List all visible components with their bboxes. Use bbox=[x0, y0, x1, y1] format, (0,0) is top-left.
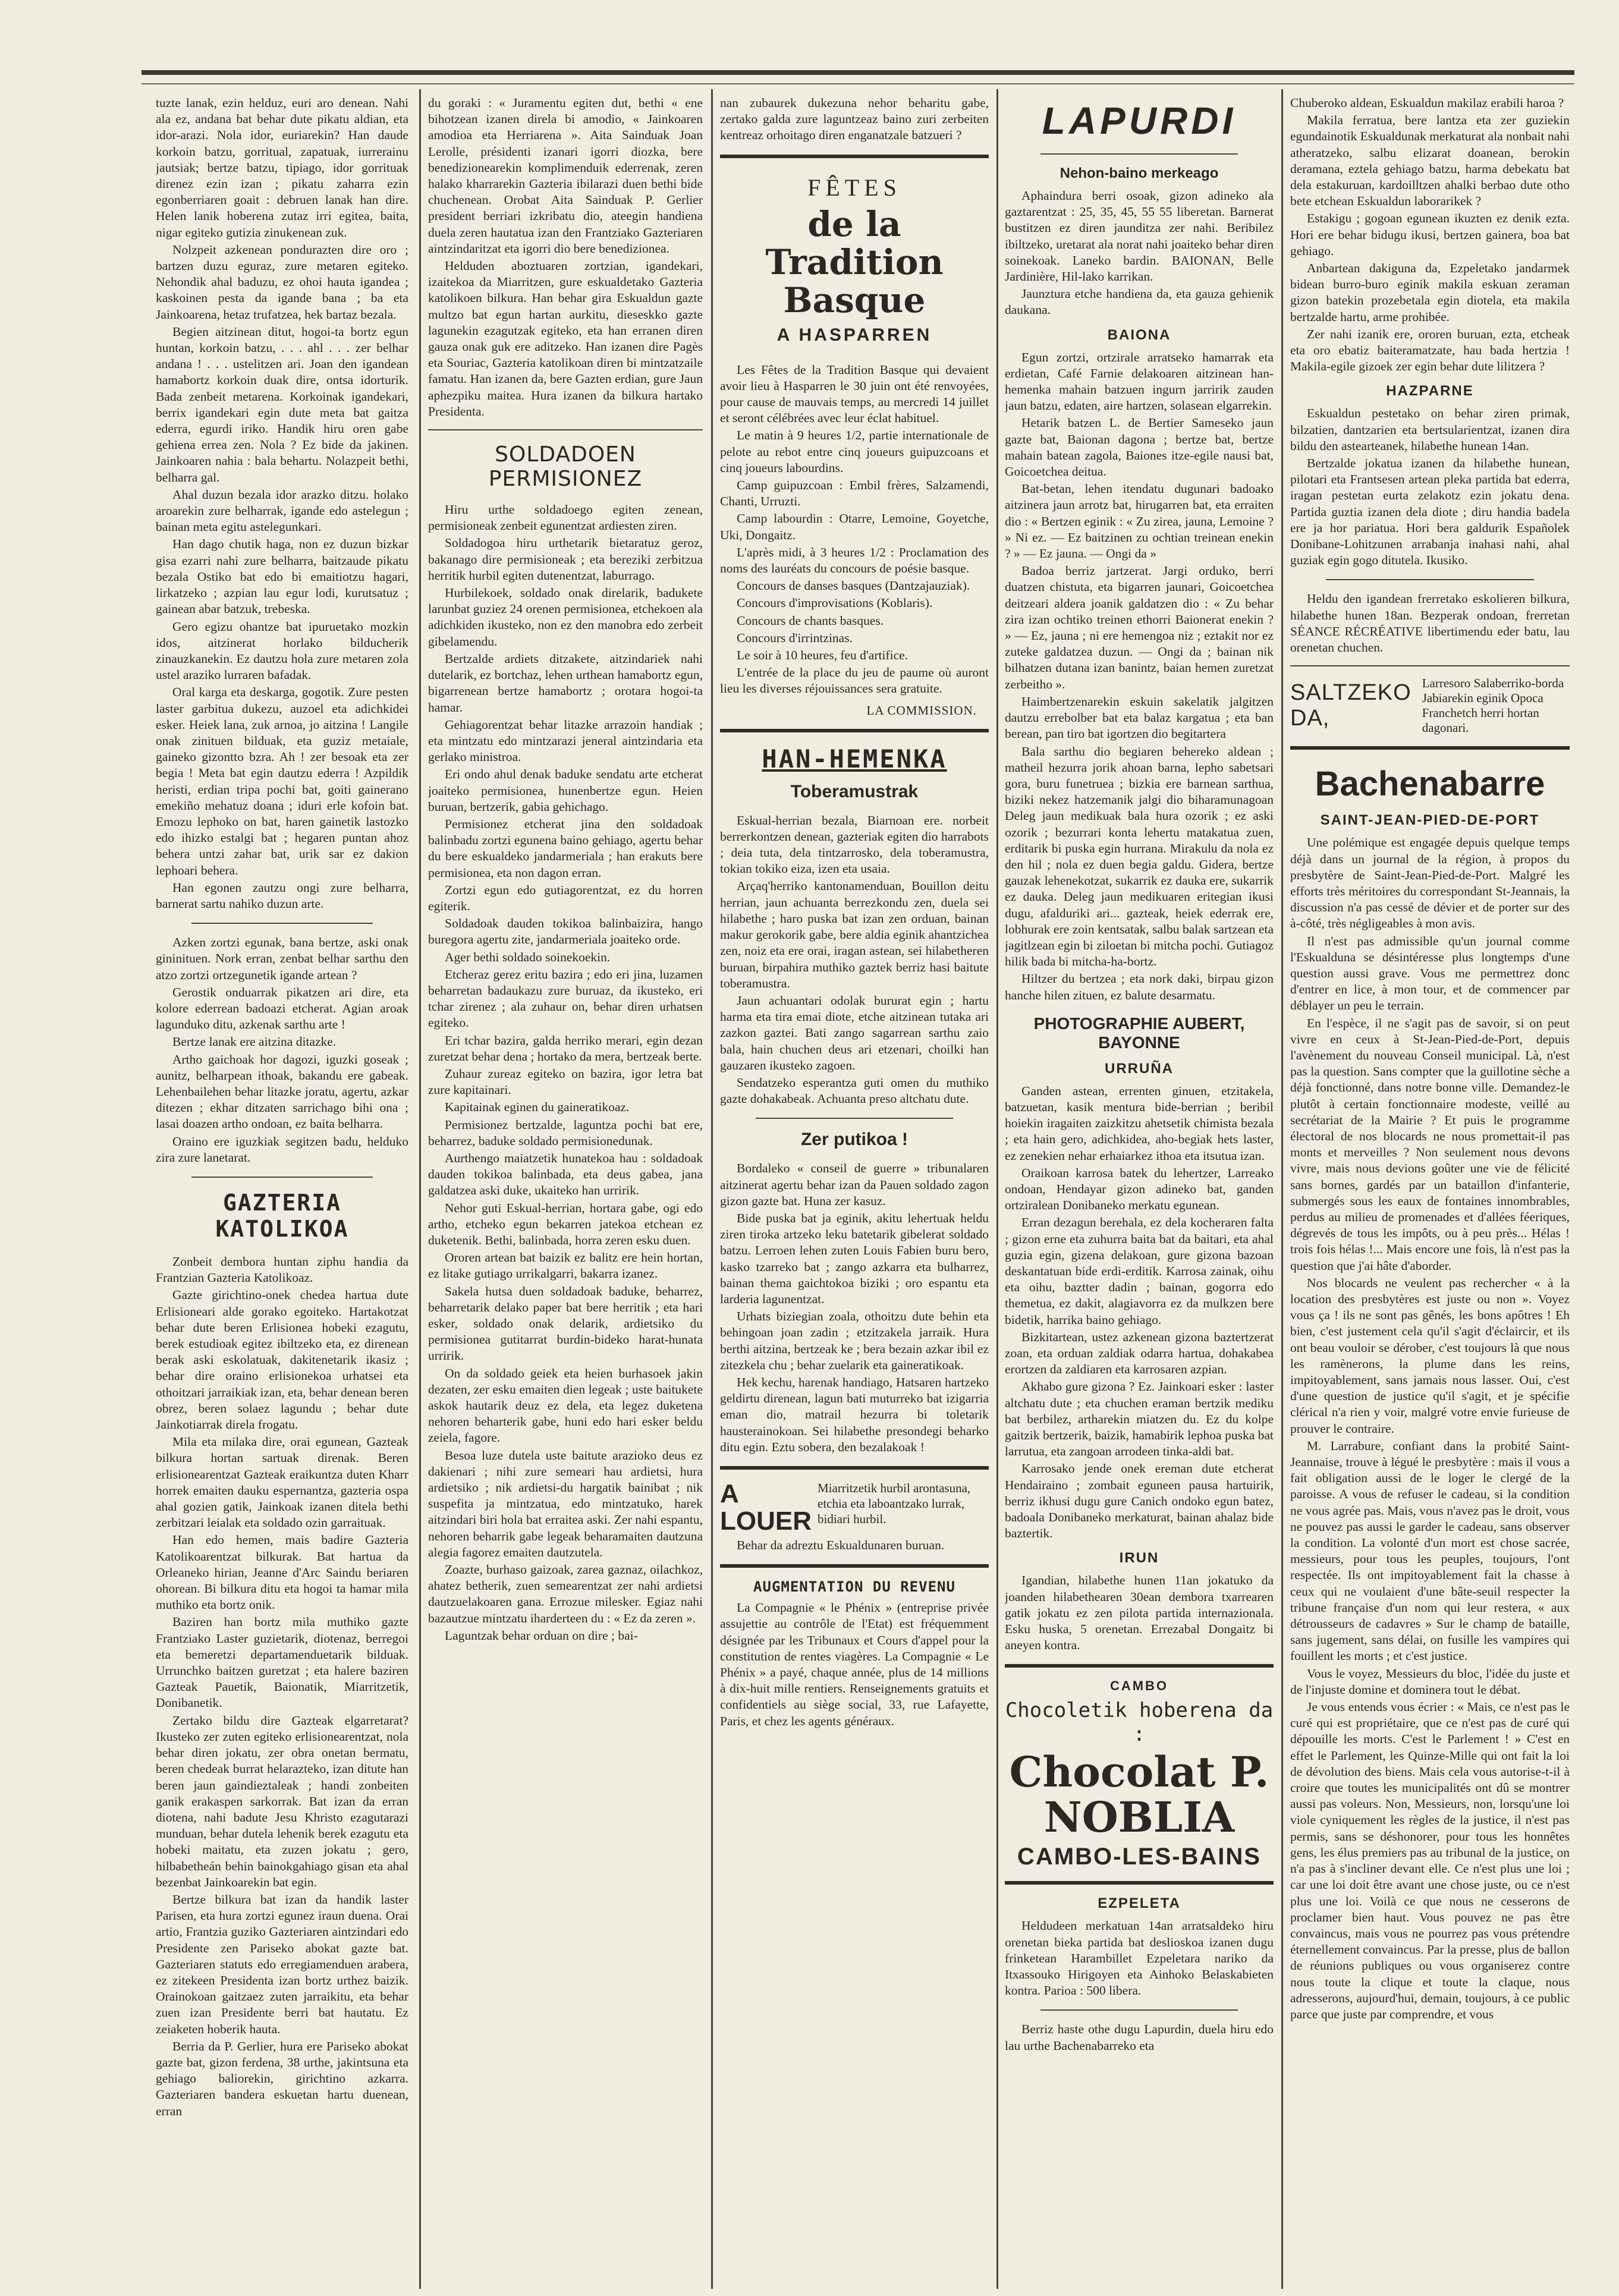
a-louer-heading: A LOUER bbox=[720, 1479, 812, 1536]
saltzeko-text: Larresoro Salaberriko-borda Jabiarekin eginik Opoca Franchetch herri hortan dagonari. bbox=[1422, 676, 1564, 735]
col3-paragraph: Concours de chants basques. bbox=[737, 613, 884, 628]
col4-paragraph: Badoa berriz jartzerat. Jargi orduko, berri duatzen chistuta, eta bigarren jaunari, Goicoetchea deitzeari aldera joanik galdatzen dio : « Zu behar zira izan ochtiko treinen ethorri Baionerat enekin ? » — Ez, jauna ; ni ere hemengoa niz ; eztakit nor ez zuteke galdatzea duzun. — Ongi da ; bainan nik bilhatzen dutana izan banintz, baian hemen zuretzat zerbeitho ». bbox=[1005, 564, 1274, 691]
section-divider bbox=[191, 923, 373, 924]
col1-paragraph: Gerostik onduarrak pikatzen ari dire, eta kolore ederrean badoazi etcherat. Agian aroak lagunduko ditu, azkenak sarthu arte ! bbox=[156, 985, 408, 1032]
col5-paragraph: Zer nahi izanik ere, ororen buruan, ezta, etcheak eta oro ebatiz baiteramatzate, hau bada hertzia ! Makila-egile gizoek zer egin behar dute lilitzera ? bbox=[1290, 326, 1570, 374]
col4-paragraph: Akhabo gure gizona ? Ez. Jainkoari esker : laster altchatu dute ; eta chuchen eraman bertzik mediku bat berbilez, artharekin miatzen du. Ez du kolpe gaitzik bertzerik, baizik, hamabirik lephoa puska bat larrutua, eta zangoan arrodeen tinka-aldi bat. bbox=[1005, 1379, 1274, 1459]
top-rule-thin bbox=[142, 83, 1574, 84]
col2-paragraph: Hurbilekoek, soldado onak direlarik, badukete larunbat guziez 24 orenen permisionea, etchekoen ala adichkiden ikusteko, non ez den manobra edo zerbeit gibelamendu. bbox=[428, 586, 703, 649]
fetes-signature: LA COMMISSION. bbox=[866, 703, 977, 718]
gazteria-katolikoa-heading: GAZTERIA KATOLIKOA bbox=[215, 1190, 349, 1242]
col4-paragraph: Igandian, hilabethe hunen 11an jokatuko da joanden hilabethearen 30ean dembora txarrearen gatik jokatu ez zen pilota partida internazionala. Esku huska, 5 orenetan. Errezabal Dongaitz bi aneyen kontra. bbox=[1005, 1573, 1274, 1653]
col4-paragraph: Jaunztura etche handiena da, eta gauza gehienik daukana. bbox=[1005, 287, 1274, 317]
col5-paragraph: Makila ferratua, bere lantza eta zer guziekin egundainotik Eskualdunak merkaturat ala nonbait nahi atheratzeko, salbu elizarat doanean, berokin deramana, eztela gehiago batzu, harma debekatu bat dela estakuruan, kardoilltzen ahalki berbao dute otho bete etchean Eskualdun laborarikek ? bbox=[1290, 113, 1570, 209]
section-divider bbox=[191, 1177, 373, 1178]
col1-paragraph: Zertako bildu dire Gazteak elgarretarat? Ikusteko zer zuten egiteko erlisionearentzat, nola behar diren jokatu, zer obra onetan bermatu, beren chedeak burrat helarazteko, izan ditute han beren jaun gaindieztaleak ; handi zonbeiten ganik erakaspen sarkorrak. Bat izan da erran diotena, nahi badute Jesu Khristo ezagutarazi munduan, behar dutela lehenik berek ezagutu eta hobeki maitatu, eta zuzen jokatu ; gero, hilbabetheán behin bainokgahiago gisan eta ahal bezenbat Jainkoarekin bat egin. bbox=[156, 1713, 408, 1889]
col2-paragraph: On da soldado geiek eta heien burhasoek jakin dezaten, zer esku emaiten dien legeak ; uste baitukete askok hautarik deuz ez dela, eta legez duketena nehoren beharterik gabe, huni edo hari esker beldu zeiela, fagore. bbox=[428, 1366, 703, 1445]
col4-paragraph: Bizkitartean, ustez azkenean gizona baztertzerat zoan, eta orduan zaldiak odarra hartua, dohakabea erortzen da zaldiaren eta karrosaren azpian. bbox=[1005, 1329, 1274, 1377]
a-louer-ad bbox=[720, 1480, 989, 1535]
col3-paragraph: Bordaleko « conseil de guerre » tribunalaren aitzinerat agertu behar izan da Pauen soldado zagon gizon gazte bat. Huna zer kasuz. bbox=[720, 1161, 989, 1208]
col2-paragraph: Eri ondo ahul denak baduke sendatu arte etcherat joaiteko permisionea, hunenbertze egun. Heien buruan, bertzerik, gabia gehichago. bbox=[428, 767, 703, 814]
photographie-aubert-ad: PHOTOGRAPHIE AUBERT, BAYONNE bbox=[1033, 1014, 1245, 1052]
soldadoen-permisionez-heading: SOLDADOEN PERMISIONEZ bbox=[488, 442, 643, 492]
col2-paragraph: Permisionez etcherat jina den soldadoak balinbadu zortzi egunena baino gehiago, agertu behar du bere eskualdeko jandarmeriala ; han erakuts bere permisionea, eta non dagon erran. bbox=[428, 816, 703, 880]
col2-paragraph: Ager bethi soldado soinekoekin. bbox=[445, 949, 611, 964]
col4-paragraph: Berriz haste othe dugu Lapurdin, duela hiru edo lau urthe Bachenabarreko eta bbox=[1005, 2022, 1274, 2053]
saint-jean-pied-de-port-heading: SAINT-JEAN-PIED-DE-PORT bbox=[1320, 812, 1540, 829]
column-2 bbox=[428, 95, 703, 2289]
merkeago-heading: Nehon-baino merkeago bbox=[1060, 165, 1219, 181]
column-divider bbox=[1281, 89, 1283, 2289]
col2-paragraph: Kapitainak eginen du gaineratikoaz. bbox=[445, 1100, 630, 1115]
col3-paragraph: Hek kechu, harenak handiago, Hatsaren hartzeko geldirtu direnean, lagun bati muturreko bat izigarria eman dio, matrail hezurra bi toletarik hausterainokoan. Sei hilabethe presondegi beharko ditu egin. Eztu sobera, den bezalakoak ! bbox=[720, 1375, 989, 1454]
col3-paragraph: Arçaq'herriko kantonamenduan, Bouillon deitu herrian, jaun achuanta berrezkondu zen, duela sei hilabethe ; haro puska bat izan zen orduan, bainan makur gerokorik gabe, bere aldia eginik ahantzichea zen, noiz eta ere orai, iragan astean, sei hilabetheren buruan, birpahira muthiko gaztek berriz hasi baitute toberamustra. bbox=[720, 879, 989, 990]
col1-paragraph: Mila eta milaka dire, orai egunean, Gazteak bilkura hortan sartuak direnak. Beren erlisionearentzat Gazteak eraikuntza duten Kharr horrek emaiten dauku espernantza, gazteria ospa ahal gozien gatik, Jainkoak izanen ditela bethi zerbitzari leialak eta soldado ozin garraituak. bbox=[156, 1435, 408, 1530]
fetes-heading: FÊTES bbox=[807, 174, 901, 201]
column-4 bbox=[1005, 95, 1274, 2289]
col2-paragraph: Besoa luze dutela uste baitute arazioko deus ez dakienari ; nihi zure semeari hau ardietsi, hura ardietsiko ; nik ardietsi-du hargatik bainibat ; nik suspefita ja mintzatua, edo mintzatuko, harek aitzindari biri hola bat erraitea aski. Zer nahi espantu, nehoren beharrik gabe legeak beharamaiten dautzuna alegia fagorez emaiten dautzutela. bbox=[428, 1448, 703, 1559]
col1-paragraph: Bertze lanak ere aitzina ditazke. bbox=[172, 1034, 337, 1049]
section-divider bbox=[428, 429, 703, 430]
phenix-ad-text: La Compagnie « le Phénix » (entreprise privée assujettie au contrôle de l'Etat) est fréquemment désignée par les Tribunaux et Cours d'appel pour la constitution de rentes viagères. La Compagnie « Le Phénix » a payé, chaque année, plus de 14 millions à dix-huit mille rentiers. Renseignements gratuits et confidentiels au siège social, 33, rue Lafayette, Paris, et chez les agents généraux. bbox=[720, 1600, 989, 1728]
col1-paragraph: Berria da P. Gerlier, hura ere Pariseko abokat gazte bat, gizon ferdena, 38 urthe, jakintsuna eta gehiago baliorekin, girichtino azkarra. Gazteriaren bandera eskuetan hartu duenean, erran bbox=[156, 2039, 408, 2118]
col1-paragraph: Oral karga eta deskarga, gogotik. Zure pesten laster garbitua dukezu, auzoel eta adichkidei esker. Heiek lana, zuk arnoa, jo aitzina ! Langile onak zinituen bilduak, eta guziz metaiale, gaineko gizontto bzra. Ah ! zer besoak eta zer begia ! Meta bat egin dautzu ederra ! Azpildik heristi, erdian tripa pochi bat, goiti gainerano emekiño mehatuz doana ; iduri erle kofoin bat. Emozu lephoko on bat, haren gainetik lastozko edo ihizko estalgi bat ; hegaren puntan ahoz behera untzi zahar bat, urik sar ez dakion lephoari behera. bbox=[156, 685, 408, 877]
col2-paragraph: Zuhaur zureaz egiteko on bazira, igor letra bat zure kapitainari. bbox=[428, 1066, 703, 1097]
lapurdi-heading: LAPURDI bbox=[1042, 99, 1237, 142]
col2-paragraph: Laguntzak behar orduan on dire ; bai- bbox=[445, 1628, 638, 1643]
col2-paragraph: Nehor guti Eskual-herrian, hortara gabe, ogi edo artho, etcheko egun bekarren jatekoa etchean ez duketenik. Bethi, balinbada, horra zeren esku duen. bbox=[428, 1200, 703, 1247]
col5-paragraph: Il n'est pas admissible qu'un journal comme l'Eskualduna se désintéresse plus longtemps d'une question aussi grave. Vous me permettrez donc d'entrer en lice, à mon tour, et de commencer par déblayer un peu le terrain. bbox=[1290, 933, 1570, 1013]
col3-paragraph: Camp labourdin : Otarre, Lemoine, Goyetche, Uki, Dongaitz. bbox=[720, 511, 989, 542]
column-1 bbox=[156, 95, 408, 2289]
hazparne-heading: HAZPARNE bbox=[1386, 383, 1474, 400]
col1-paragraph: tuzte lanak, ezin helduz, euri aro denean. Nahi ala ez, andana bat behar dute pikatu aldian, eta idor-arazi. Nola idor, euriarekin? Han daude korkoin batzu, gorritual, zapatuak, iurrerainu jautsiak; bertze batzu, tipiago, idor gorrituak direnez ezin izan ; pikatu zaharra ezin egonberriaren goait : debruen lanak han dire. Helen lanik hoberena zutaz irri egitea, baita, nigar egiteko gutizia zinukenean zuk. bbox=[156, 96, 408, 240]
col2-paragraph: Bertzalde ardiets ditzakete, aitzindariek nahi dutelarik, ez bortchaz, lehen urthean hamabortz egun, bigarrenean bertze hamabortz ; orotara hogoi-ta hamar. bbox=[428, 651, 703, 715]
ezpeleta-heading: EZPELETA bbox=[1098, 1895, 1181, 1912]
col3-paragraph: Sendatzeko esperantza guti omen du muthiko gazte dohakabeak. Achuanta preso altchatu dute. bbox=[720, 1075, 989, 1106]
col1-paragraph: Begien aitzinean ditut, hogoi-ta bortz egun huntan, korkoin batzu, . . . ahl . . . zer belhar andana ! . . . ustelitzen ari. Joan den igandean hamabortz korkoin duak dire, ontsa idorturik. Bada zenbeit metarena. Korkoinak igandekari, berrix igandekari egin dute meta bat gaitza ederra, egurdi iriko. Handik hiru oren gabe gehiena errea zen. Nola ? Ez bide da jakinen. Jainkoaren nahia : bala behartu. Nolazpeit bethi, belharra gal. bbox=[156, 324, 408, 485]
section-divider bbox=[720, 1564, 989, 1568]
section-divider bbox=[1290, 665, 1570, 666]
col4-paragraph: Haimbertzenarekin eskuin sakelatik jalgitzen dautzu errebolber bat eta balaz kargatua ; eta ban berean, pan tiro bat igortzen dio begitartera bbox=[1005, 694, 1274, 741]
section-divider bbox=[1040, 153, 1238, 155]
col4-paragraph: Ganden astean, errenten ginuen, etzitakela, batzuetan, kasik mentura bide-berrian ; beribil hoiekin iragaiten zaizkitzu ahetsetik chimista bezala ; eta hain gero, adichkidea, aho-begiak hets laster, ez zenekien nehar erhaiarkez ithoa eta itsutua izan. bbox=[1005, 1083, 1274, 1163]
column-divider bbox=[711, 89, 713, 2289]
cambo-label: CAMBO bbox=[1109, 1678, 1169, 1694]
baiona-heading: BAIONA bbox=[1107, 326, 1171, 343]
col3-paragraph: Le soir à 10 heures, feu d'artifice. bbox=[737, 648, 908, 663]
col2-paragraph: Eri tchar bazira, galda herriko merari, egin dezan zuretzat behar dena ; hortako da mera, bertzeak berte. bbox=[428, 1033, 703, 1064]
col1-paragraph: Baziren han bortz mila muthiko gazte Frantziako Laster guzietarik, diotenaz, berregoi eta bemeretzi departamenduetarik bilduak. Urrunchko baitzen guretzat ; eta halere baziren Gazteak Pauetik, Baionatik, Miarritzetik, Donibanetik. bbox=[156, 1615, 408, 1710]
col2-paragraph: Permisionez bertzalde, laguntza pochi bat ere, beharrez, baduke soldado permisionedunak. bbox=[428, 1117, 703, 1148]
col3-paragraph: Le matin à 9 heures 1/2, partie internationale de pelote au rebot entre cinq joueurs guipuzcoans et cinq joueurs labourdins. bbox=[720, 428, 989, 475]
fetes-subheading: de la Tradition Basque bbox=[765, 203, 944, 320]
col5-paragraph: Vous le voyez, Messieurs du bloc, l'idée du juste et de l'injuste domine et dominera tout le débat. bbox=[1290, 1666, 1570, 1697]
zer-putikoa-heading: Zer putikoa ! bbox=[800, 1130, 908, 1150]
saltzeko-ad bbox=[1290, 676, 1570, 735]
toberamustrak-heading: Toberamustrak bbox=[790, 781, 919, 801]
column-5 bbox=[1290, 95, 1570, 2289]
col5-paragraph: Eskualdun pestetako on behar ziren primak, bilzatien, dantzarien eta bertsularientzat, izanen dira bildu den astearteanek, hilabethe hunean 14an. bbox=[1290, 406, 1570, 453]
section-divider bbox=[756, 1118, 953, 1119]
col4-paragraph: Heldudeen merkatuan 14an arratsaldeko hiru orenetan bieka partida bat deslioskoa izanen dugu frinketean Harambillet Ezpeletara nariko da Itxassouko Hirigoyen eta Ainhoko Belaskabieten kontra. Parioa : 500 libera. bbox=[1005, 1918, 1274, 1998]
col2-paragraph: Sakela hutsa duen soldadoak baduke, beharrez, beharretarik delako paper bat bere herritik ; eta hari esker, soldado onak delarik, ardietsiko du permisionea gutitarrat burdin-bideko harat-hunata urririk. bbox=[428, 1284, 703, 1363]
col5-paragraph: Bertzalde jokatua izanen da hilabethe hunean, pilotari eta Frantsesen artean plekа partida bat ederra, iragan pestetan eurta zelakotz ezin jokatu dena. Partida guztia izanen dela diote ; diru handia badela ere ja hor pariatua. Hori bera galdurik Españolek Donibane-Lohitzunen arrabanja inahasi nahi, ahal guziak egin gogo ditutela. Ikusiko. bbox=[1290, 456, 1570, 568]
col2-paragraph: Zortzi egun edo gutiagorentzat, ez du horren egiterik. bbox=[428, 882, 703, 913]
col5-paragraph: En l'espèce, il ne s'agit pas de savoir, si on peut vivre en ceux à St-Jean-Pied-de-Port, depuis l'avènement du nouveau Conseil municipal. Là, n'est pas la question. Sans compter que la guillotine sèche a déjà fonctionné, dans notre bonne ville. Demandez-le plutôt à certain fonctionnaire modeste, veillé au secrétariat de la Mairie ? Et puis le programme électoral de nos blocards ne nous promettait-il pas monts et merveilles ? Non seulement nous devons vivre, mais nous devions goûter une vie de félicité sans bornes, gardés par un bataillon d'infanterie, submergés sous les eaux de fontaines innombrables, perdus au milieu de promenades et d'allées féeriques, dégrevés de tous les impôts, ou à peu près... Hélas ! trois fois hélas !... Mais encore une fois, là n'est pas la question que j'ai hâte d'aborder. bbox=[1290, 1015, 1570, 1273]
column-divider bbox=[419, 89, 421, 2289]
bachenabarre-heading: Bachenabarre bbox=[1315, 765, 1545, 804]
col5-paragraph: Heldu den igandean frerretako eskolieren bilkura, hilabethe hunen 18an. Bezperak ondoan, frerretan SÉANCE RÉCRÉATIVE libertimendu eder batu, lau orenetan chuchen. bbox=[1290, 592, 1570, 655]
col2-paragraph: Aurthengo maiatzetik hunatekoa hau : soldadoak dauden tokikoa balinbada, eta deus gabea, jana galdatzea aski duke, ukaiteko han urririk. bbox=[428, 1150, 703, 1198]
col1-paragraph: Han edo hemen, mais badire Gazteria Katolikoarentzat bilkurak. Bat hartua da Orleaneko hirian, Jeanne d'Arc Saindu beriaren ohorean. Bi bilkura ditu eta hogoi ta hamar mila muthiko eta bortz onik. bbox=[156, 1533, 408, 1612]
column-divider bbox=[996, 89, 998, 2289]
col4-paragraph: Karrosako jende onek ereman dute etcherat Hendairaino ; zombait eguneen pausa hartuirik, berriz ikhusi dugu gure Canich ondoko egun batez, badoala Donibaneko merkaturat, bainan ahalaz bide baztertik. bbox=[1005, 1461, 1274, 1541]
section-divider bbox=[720, 1466, 989, 1470]
col4-paragraph: Egun zortzi, ortziralе arratseko hamarrak eta erdietan, Café Farnie delakoaren aitzinean han-hemenka mahain batzuen ingurn jarririk zauden jaun batzu, edaten, aire hartzen, solasean elgarrekin. bbox=[1005, 350, 1274, 413]
urruna-heading: URRUÑA bbox=[1105, 1060, 1174, 1077]
chocolat-ad-place: CAMBO-LES-BAINS bbox=[1017, 1844, 1261, 1870]
col3-paragraph: Concours de danses basques (Dantzajauziak). bbox=[737, 578, 970, 593]
fetes-location: A HASPARREN bbox=[777, 325, 932, 345]
section-divider bbox=[1005, 1881, 1274, 1885]
col2-paragraph: du goraki : « Juramentu egiten dut, bethi « ene bihotzean izanen direla bi amodio, « Jainkoaren amodioa eta Herriarena ». Aita Sainduak Joan Lerolle, présidenti izanari igorri diozka, bere benedizionearekin komplimenduik ederrenak, zeren halako kharrarekin Gazteria ibilarazi duen bethi bide chuchenean. Orobat Aita Sainduak P. Gerlier president berriari izkribatu dio, ateegin handiena duela zeren hautatua izan den Frantziako Gazteriaren aintzindaritzat eta igorri dio bere benedizionea. bbox=[428, 96, 703, 256]
col4-paragraph: Hiltzer du bertzea ; eta nork daki, birpau gizon hanche hilen zituen, ez balute desarmatu. bbox=[1005, 971, 1274, 1002]
augmentation-revenu-heading: AUGMENTATION DU REVENU bbox=[753, 1578, 955, 1596]
irun-heading: IRUN bbox=[1119, 1550, 1159, 1567]
section-divider bbox=[1326, 579, 1534, 580]
column-3 bbox=[720, 95, 989, 2289]
col5-paragraph: Je vous entends vous écrier : « Mais, ce n'est pas le curé qui est propriétaire, que ce n'est pas de curé qui dépouille les morts. C'est le Parlement ! » C'est en effet le Parlement, les Quinze-Mille qui ont fait la loi de dévolution des biens. Mais cela vous autorise-t-il à croire que toutes les municipalités ont dû se montrer aussi pas voleurs. Non, Messieurs, non, lorsqu'une loi viole cyniquement les règles de la justice, il n'est pas permis, sans se déshonorer, pour tous les honnêtes gens, les élus premiers pas au tribunal de la justice, on n'a pas à s'incliner devant elle. Ce n'est plus une loi ; car une loi doit être avant une chose juste, ou ce n'est plus une loi. Voilà ce que nous ne cesserons de proclamer bien haut. Vous pouvez ne pas être convaincus, mais vous ne pourrez pas vous prétendre éternellement convaincus. Par la presse, plus de ballon de réunions publiques ou vous organiserez contre nous toute la clique et toute la claque, nous adresserons, aujourd'hui, demain, toujours, à ce public parce que juste par comprendre, et vous bbox=[1290, 1700, 1570, 2021]
col3-paragraph: nan zubaurek dukezuna nehor beharitu gabe, zertako galda zure laguntzeaz baino zuri zerbeiten kentreaz orhoitago diren enganatzale batzueri ? bbox=[720, 96, 989, 143]
col2-paragraph: Helduden aboztuaren zortzian, igandekari, izaitekoa da Miarritzen, gure eskualdetako Gazteria katolikoen bilkura. Han behar gira Eskualdun gazte multzo bat egun hartan aurkitu, dieseskko gazte lagunekin ezagutzak egiteko, eta han erranen diren gauza onak guk ere aditzeko. Han izanen dire Pagès eta Souriac, Gazteria katolikoan diren bi mintzatzaile famatu. Han izanen da, bere Gazten erdian, gure Jaun aphezpiku maitea. Hura izanen da bilkura hartako Presidenta. bbox=[428, 259, 703, 419]
col3-paragraph: Jaun achuantari odolak bururat egin ; hartu harma eta tira emai diote, etche aitzinean tutaka ari zazkon gaztei. Bati zango sagarrean sarthu zaio bala, hain chuchen deus ari etzenari, choilki han gauzaren ikusteko zagoen. bbox=[720, 993, 989, 1072]
col3-paragraph: Les Fêtes de la Tradition Basque qui devaient avoir lieu à Hasparren le 30 juin ont été renvoyées, pour cause de mauvais temps, au mercredi 14 juillet et seront célébrées avec leur éclat habituel. bbox=[720, 362, 989, 426]
col2-paragraph: Zoazte, burhaso gaizoak, zarea gaznaz, oilachkoz, ahatez betherik, zuen semearentzat zer nahi ardietsi dautzuelakoaren gana. Errozue milesker. Egiaz nahi bazautzue mintzatu iharderteen du : « Ez da zeren ». bbox=[428, 1562, 703, 1625]
section-divider bbox=[1290, 746, 1570, 750]
col5-paragraph: Nos blocards ne veulent pas rechercher « à la location des presbytères est juste ou non ». Voyez vous ça ! ils ne sont pas gênés, les bons apôtres ! Eh bien, c'est justement cela qu'il s'agit d'éclaircir, et ils ont beau vouloir se dérober, c'est toujours là que nous les ramènerons, la plume dans les reins, impitoyablement, sans jamais nous lasser. Oui, c'est d'une question de justice qu'il s'agit, et je spécifie clérical n'a rien y voir, malgré votre envie furieuse de prouver le contraire. bbox=[1290, 1275, 1570, 1436]
col4-paragraph: Bat-betan, lehen itendatu dugunari badoako aitzinera jaun arrotz bat, hirugarren bat, eta erraiten dio : « Bertzen eginik : « Zu zirea, jauna, Lemoine ? » Ni ez. — Ez baitzinen zu ochtian treinean enekin ? » — Ez jauna. — Ongi da » bbox=[1005, 482, 1274, 561]
col1-paragraph: Gazte girichtino-onek chedea hartua dute Erlisioneari alde gorako egoiteko. Hartakotzat behar dute beren Erlisionea hobeki ezagutu, berek estudioak egitez ibiltzeko eta, ez direnean berak aski eskolatuak, dakitenetarik ikasiz ; behar dire oraino erlisionekoa urhatsei eta othoitzari jarraikiak izan, eta, behar denean beren obrez, beren solaez lagundu ; behar dute Jainkotiarrak direla frogatu. bbox=[156, 1288, 408, 1432]
col4-paragraph: Aphaindura berri osoak, gizon adineko ala gaztarentzat : 25, 35, 45, 55 55 liberetan. Barnerat bustitzen ez diren jaunditza zer nahi. Beribilez ibiltzeko, uretarat ala norat nahi joaiteko behar diren soinekoak. Laneko bardin. BAIONAN, Belle Jardinière, Hil-lako karrikan. bbox=[1005, 188, 1274, 284]
col2-paragraph: Soldadogoa hiru urthetarik bietaratuz geroz, bakanago dire permisioneak ; eta bereziki zerbitzua herritik hurbil egiten dutenentzat, laburrago. bbox=[428, 536, 703, 583]
col1-paragraph: Zonbeit dembora huntan ziphu handia da Frantzian Gazteria Katolikoaz. bbox=[156, 1254, 408, 1285]
section-divider bbox=[720, 729, 989, 732]
col3-paragraph: Concours d'irrintzinas. bbox=[737, 630, 853, 645]
col1-paragraph: Ahal duzun bezala idor arazko ditzu. holako aroarekin zure belharrak, igande edo astelegun ; bainan meta egitu astelegunkari. bbox=[156, 487, 408, 534]
col1-paragraph: Azken zortzi egunak, bana bertze, aski onak gininituen. Nork erran, zenbat belhar sarthu den atzo zortzi ortzegunetik igande artean ? bbox=[156, 935, 408, 982]
col1-paragraph: Bertze bilkura bat izan da handik laster Parisen, eta hura zortzi egunez iraun duena. Orai artio, Frantzia guziko Gazteriaren aintzindari edo Presidente zen Pariseko abokat gazte bat. Gazteriaren statuts edo erregiamenduen arabera, ez zitekeen Presidenta izan bortz urthez baizik. Orainokoan gaitzaez zuten jarraikitu, eta behar zuen izan Presidente berri bat hautatu. Ez zeiaketen hoberik hauta. bbox=[156, 1892, 408, 2036]
col1-paragraph: Nolzpeit azkenean pondurazten dire oro ; bartzen duzu eguraz, zure metaren egiteko. Nehondik ahal baduzu, ez ohoi hauta igandea ; kaskoinen pesta da igande bana ; ba eta Jainkoarena, hetaz trufatzea, hek bartaz bezala. bbox=[156, 242, 408, 322]
col3-paragraph: Bide puska bat ja eginik, akitu lehertuak heldu ziren tiroka artzeko leku batetarik gibelerat soldado batzu. Lerroen lehen zuten Louis Fabien buru bero, kasko tzarreko bat ; zango azkarra eta bulharrez, bainan thema gaichtokoa biziki ; oro espantu eta larderia lagunentzat. bbox=[720, 1210, 989, 1306]
col3-paragraph: L'après midi, à 3 heures 1/2 : Proclamation des noms des lauréats du concours de poésie basque. bbox=[720, 545, 989, 576]
a-louer-text2: Behar da adreztu Eskualdunaren buruan. bbox=[737, 1537, 945, 1552]
han-hemenka-heading: HAN-HEMENKA bbox=[762, 744, 947, 773]
col5-paragraph: Une polémique est engagée depuis quelque temps déjà dans un journal de la région, à propos du presbytère de Saint-Jean-Pied-de-Port. Malgré les efforts très méritoires du correspondant St-Jeannais, la discussion n'a pas cessé de dévier et de porter sur des à-côté, très négligeables à mon avis. bbox=[1290, 835, 1570, 931]
col4-paragraph: Erran dezagun berehala, ez dela kocheraren falta ; gizon erne eta zuhurra baita bat da baitari, eta ahal guzia egin, gizena delakoan, gure gizona bazoan deskantatuan bide erdi-erditik. Karrosa zainak, oihu eta oihu, baztter dadin ; bainan, gogorra edo themetua, ez dakit, alagiavorra ez da mulkzen bere bidetik, harrika baino gehiago. bbox=[1005, 1215, 1274, 1327]
chocolat-ad-line1: Chocoletik hoberena da : bbox=[1005, 1699, 1274, 1747]
col4-paragraph: Oraikoan karrosa batek du lehertzer, Larreako ondoan, Hendayar gizon adineko bat, ganden ortziralean Donibaneko merkatu egunean. bbox=[1005, 1165, 1274, 1213]
section-divider bbox=[1005, 1664, 1274, 1668]
col1-paragraph: Oraino ere iguzkiak segitzen badu, helduko zira zure lanetarat. bbox=[156, 1134, 408, 1165]
top-rule bbox=[142, 70, 1574, 75]
col1-paragraph: Han dago chutik haga, non ez duzun bizkar gisa ezarri nahi zure belharra, baitzaude pikatu bezala Ostiko bat edo bi emaitiotzu hagari, lirkatzeko ; azpian lau egur lodi, kurutsatuz ; gainean abar batzuk, trebeska. bbox=[156, 537, 408, 617]
col3-paragraph: Urhats biziegian zoala, othoitzu dute behin eta behingoan joan zadin ; etzitzakela jarraik. Hura berthi aitzina, bertzeak ke ; bera bezain azkar ibil ez zitezkela chu ; behar zuelarik eta gaineratikoak. bbox=[720, 1309, 989, 1372]
col3-paragraph: Concours d'improvisations (Koblaris). bbox=[737, 596, 933, 611]
col5-paragraph: Estakigu ; gogoan egunean ikuzten ez denik ezta. Hori ere behar bidugu ikusi, bertzen gainera, boa bat gehiago. bbox=[1290, 211, 1570, 258]
col2-paragraph: Hiru urthe soldadoego egiten zenean, permisioneak zenbeit egunentzat ardiesten ziren. bbox=[428, 502, 703, 533]
col1-paragraph: Artho gaichoak hor dagozi, iguzki goseak ; aunitz, belharpean ithoak, bakandu ere gabeak. Lehenbailehen behar litazke joratu, agertu, azkar ditezen ; ekhar ditzaten sarrichago bihi ona ; lasai doazen artho ondoan, ez baita belharra. bbox=[156, 1052, 408, 1131]
a-louer-text: Miarritzetik hurbil arontasuna, etchia eta laboantzako lurrak, bidiari hurbil. bbox=[818, 1480, 971, 1526]
chocolat-ad-brand: Chocolat P. NOBLIA bbox=[1009, 1747, 1269, 1842]
col1-paragraph: Gero egizu ohantze bat ipuruetako mozkin idos, aitzinerat horlako bilducherik zinauzkanekin. Ez dautzu hola zure metaren zola ustel araziko lurraren bafadak. bbox=[156, 619, 408, 682]
col1-paragraph: Han egonen zautzu ongi zure belharra, barnerat sartu nahiko duzun arte. bbox=[156, 880, 408, 911]
section-divider bbox=[720, 155, 989, 158]
col2-paragraph: Soldadoak dauden tokikoa balinbaizira, hango buregora agertu zite, jandarmeriala joaiteko orde. bbox=[428, 916, 703, 947]
section-divider bbox=[1040, 2009, 1238, 2011]
col3-paragraph: L'entrée de la place du jeu de paume où auront lieu les diverses réjouissances sera gratuite. bbox=[720, 665, 989, 696]
col2-paragraph: Gehiagorentzat behar litazke arrazoin handiak ; eta mintzatu edo mintzarazi jeneral aintzindaria eta gerlako ministroa. bbox=[428, 717, 703, 765]
col4-paragraph: Bala sarthu dio begiaren behereko aldean ; matheil hezurra jorik ahoan barna, lepho sabetsari gora, buru funetruea ; bizkia ere barnean sarthua, biziki nekez hatzemanik jalgi dio biharamunagoan Deleg jaun medikuak bala hura ozorik ; ez aski ozorik ; bezurrari konta lehertu matakatua zuen, erditarik bi puska egin hurrana. Mirakulu da nola ez den hil ; nola ez duen begia galdu. Gidera, bertze gauzak lehenekotzat, sukarrik ez dauka ere, sukarrik ez dauka. Deleg jaun medikuaren eritegian ikusi dugu, afalduriki ari... gazteak, heiek ederrak ere, lobhurak ere zoin kentsatak, salbu balak sartzean eta jagitlzean egin bi ziloetan bi mitcha pochi. Gutiagoz hilik bada bi mitcha-ha-bortz. bbox=[1005, 744, 1274, 969]
col5-paragraph: M. Larrabure, confiant dans la probité Saint-Jeannaise, trouve à légué le presbytère : mais il vous a fait obligation aussi de le loger le clergé de la paroisse. A vous de refuser le cadeau, si la condition ne vous agrée pas. Mais, vous n'avez pas le droit, vous ne pouvez pas aussi le garder le cadeau, sans observer la condition. La volonté d'un mort est chose sacrée, messieurs, pour tous les peuples, toujours, l'ont respectée. Ils ont impitoyablement fait la chasse à ceux qui ne voulaient d'une bâte-seuil respecter la tribune française d'un nom qui leur restera, « aux détrousseurs de cadavres » Sur le champ de bataille, sans jugement, sans délai, on fusille les vampires qui fouillent les morts ; et c'est justice. bbox=[1290, 1438, 1570, 1663]
saltzeko-heading: SALTZEKO DA, bbox=[1290, 680, 1411, 731]
col2-paragraph: Ororen artean bat baizik ez balitz ere hein hortan, ez litake gutiago urrikalgarri, bakarra izanez. bbox=[428, 1250, 703, 1281]
col5-paragraph: Anbartean dakiguna da, Ezpeletako jandarmek bidean burro-buro eginik makila eskuan zeraman gizon batekin prozebetala egin diotela, eta makila bertzalde hartu, arme prohibée. bbox=[1290, 261, 1570, 324]
col2-paragraph: Etcheraz gerez eritu bazira ; edo eri jina, luzamen beharretan badaukazu zure buruaz, da ikusteko, eri tchar zirenez ; ala zuhaur on, behar diren urhatsen egiteko. bbox=[428, 967, 703, 1030]
col5-paragraph: Chuberoko aldean, Eskualdun makilaz erabili haroa ? bbox=[1290, 96, 1564, 110]
col4-paragraph: Hetarik batzen L. de Bertier Sameseko jaun gazte bat, Baionan dagona ; bertze bat, bertze mahain batean zagola, Baiones itze-egile nausi bat, Goicoetchea deitua. bbox=[1005, 416, 1274, 479]
col3-paragraph: Eskual-herrian bezala, Biarnoan ere. norbeit berrerkontzen denean, gazteriak egiten dio harrabots ; deia tuta, dela tintzarrosko, dela toberamustra, tokian tokiko eiza, izen eta usaia. bbox=[720, 813, 989, 876]
col3-paragraph: Camp guipuzcoan : Embil frères, Salzamendi, Chanti, Urruzti. bbox=[720, 478, 989, 509]
